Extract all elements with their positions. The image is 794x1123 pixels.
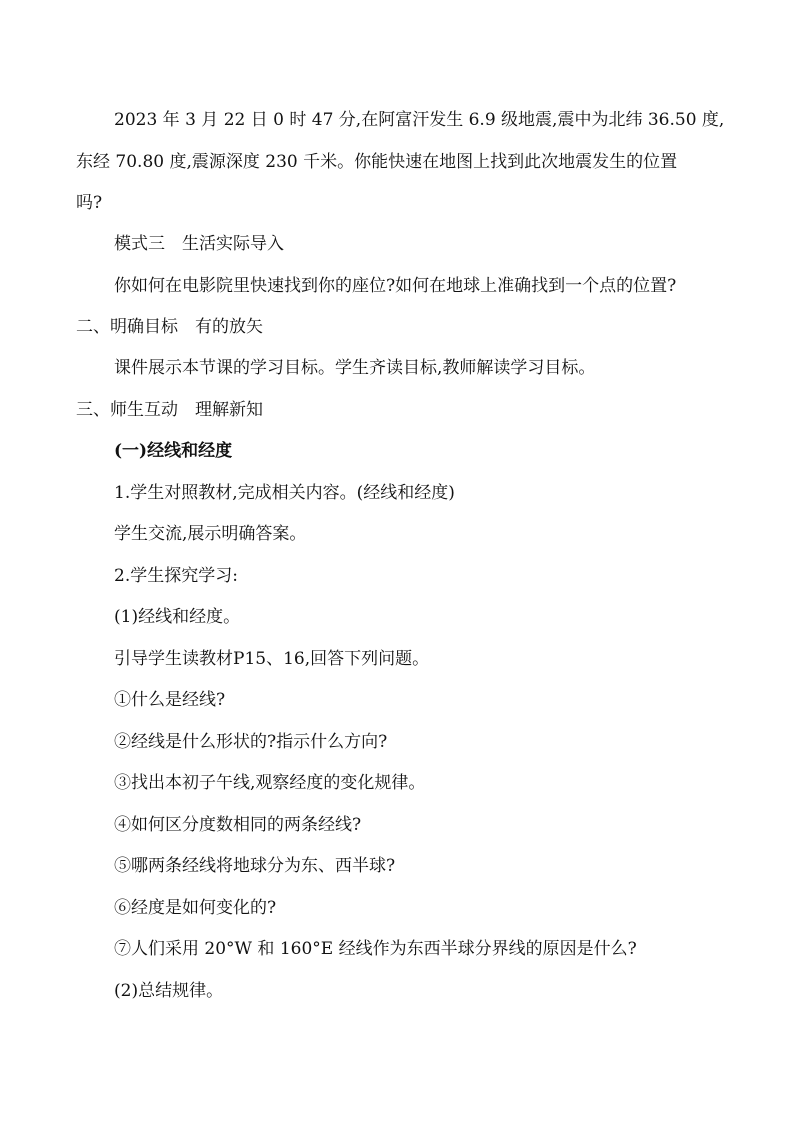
- question-1: ①什么是经线?: [114, 690, 226, 710]
- question-6: ⑥经度是如何变化的?: [114, 898, 277, 918]
- intro-line-2: 东经 70.80 度,震源深度 230 千米。你能快速在地图上找到此次地震发生的位置: [76, 152, 678, 172]
- question-3: ③找出本初子午线,观察经度的变化规律。: [114, 773, 426, 793]
- section3-subheading: (一)经线和经度: [114, 441, 233, 461]
- section2-heading: 二、明确目标 有的放矢: [76, 317, 263, 337]
- intro-line-1: 2023 年 3 月 22 日 0 时 47 分,在阿富汗发生 6.9 级地震,震中为北纬 36.50 度,: [114, 110, 725, 130]
- mode3-heading: 模式三 生活实际导入: [114, 234, 284, 254]
- question-7: ⑦人们采用 20°W 和 160°E 经线作为东西半球分界线的原因是什么?: [114, 939, 637, 959]
- section2-text: 课件展示本节课的学习目标。学生齐读目标,教师解读学习目标。: [114, 358, 596, 378]
- question-2: ②经线是什么形状的?指示什么方向?: [114, 732, 388, 752]
- item-2-1: (1)经线和经度。: [114, 607, 241, 627]
- guide-text: 引导学生读教材P15、16,回答下列问题。: [114, 649, 430, 669]
- item-2: 2.学生探究学习:: [114, 566, 238, 586]
- section3-heading: 三、师生互动 理解新知: [76, 400, 263, 420]
- intro-line-3: 吗?: [76, 193, 103, 213]
- item-2-2: (2)总结规律。: [114, 981, 224, 1001]
- question-5: ⑤哪两条经线将地球分为东、西半球?: [114, 856, 396, 876]
- mode3-text: 你如何在电影院里快速找到你的座位?如何在地球上准确找到一个点的位置?: [114, 276, 677, 296]
- item-1-follow: 学生交流,展示明确答案。: [114, 524, 307, 544]
- question-4: ④如何区分度数相同的两条经线?: [114, 815, 362, 835]
- item-1: 1.学生对照教材,完成相关内容。(经线和经度): [114, 483, 455, 503]
